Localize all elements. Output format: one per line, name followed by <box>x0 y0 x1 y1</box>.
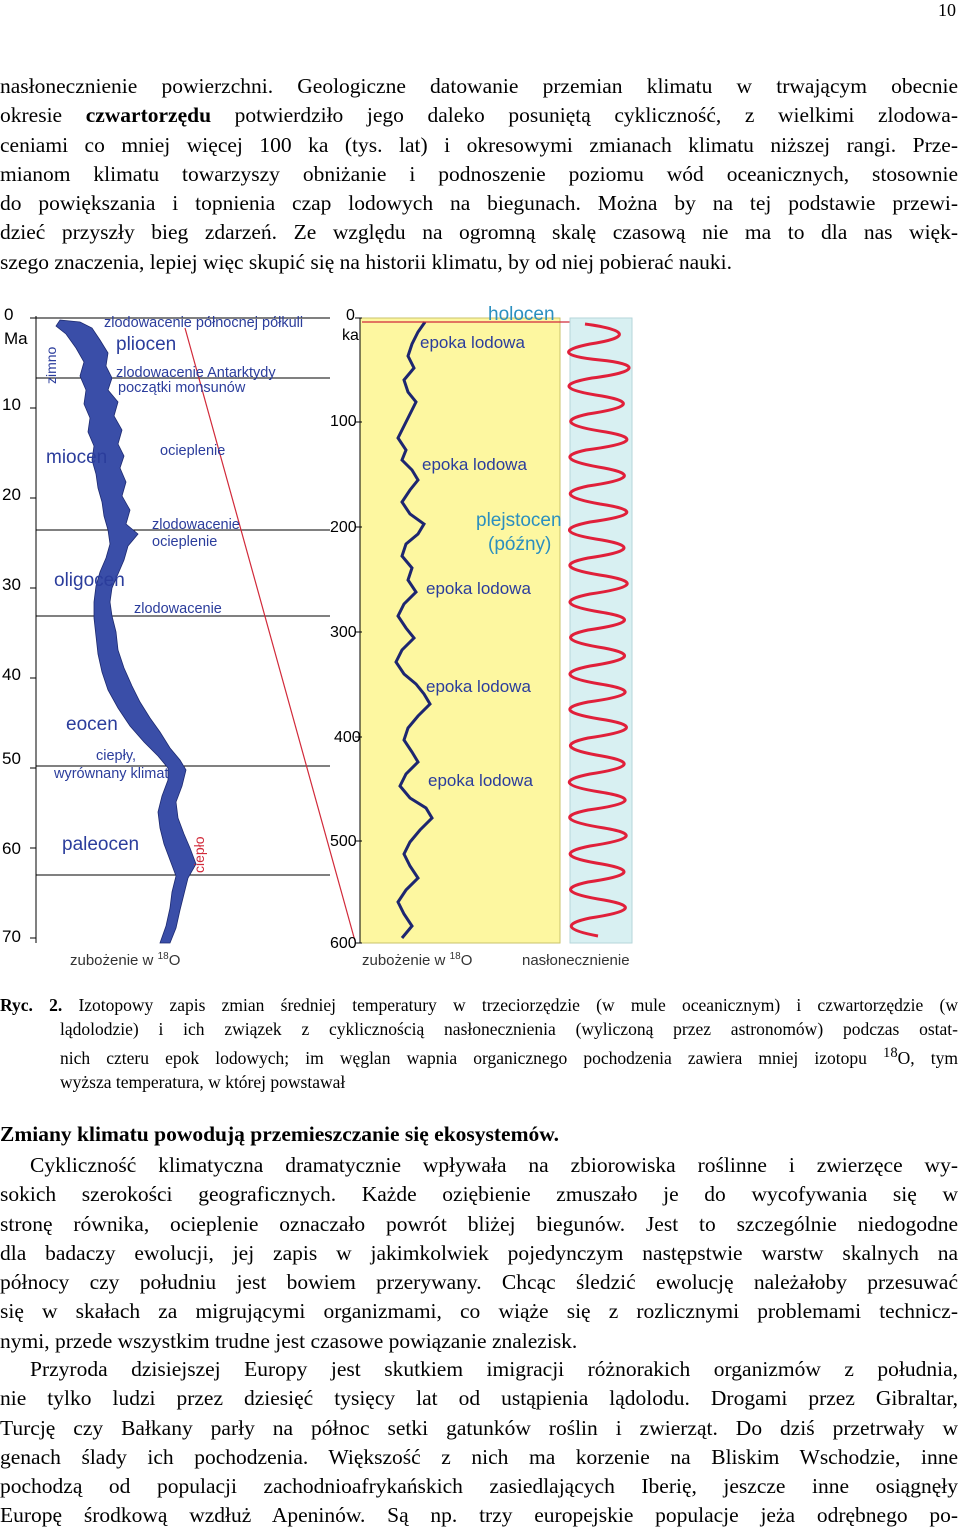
middle-xlabel: zubożenie w $^{18}$O <box>362 951 473 969</box>
ka-tick: 500 <box>330 833 357 850</box>
intro-line: dzieć przyszły bieg zdarzeń. Ze względu na ogromną skalę czasową nie ma to dla nas więk- <box>0 220 958 245</box>
paragraph-line: północy czy południu jest bowiem przerywany. Chcąc śledzić ewolucję należałoby przesuwać <box>0 1270 958 1295</box>
period-label: epoka lodowa <box>426 677 531 696</box>
ma-tick: 60 <box>2 839 21 858</box>
paragraph-line: stronę równika, ocieplenie oznaczało powrót bliżej biegunów. Jest to szczególnie niedogodne <box>0 1211 958 1236</box>
paragraph-3 <box>0 1355 958 1531</box>
intro-line: mianom klimatu towarzyszy obniżanie i podnoszenie poziomu wód oceanicznych, stosownie <box>0 161 958 186</box>
paragraph-line: pochodzą od populacji zachodnioafrykańskich zasiedlających Iberię, jeszcze inne osiągnęły <box>0 1474 958 1499</box>
bold-term: czwartorzędu <box>85 103 212 128</box>
ka-unit: ka <box>342 327 359 344</box>
warm-axis-note: ciepło <box>191 836 207 873</box>
caption-line: Ryc. 2. Izotopowy zapis zmian średniej temperatury w trzeciorzędzie (w mule oceanicznym) i czwartorzędzie (w <box>0 995 958 1015</box>
epoch-label: oligocen <box>54 570 125 591</box>
event-label: ocieplenie <box>160 443 226 459</box>
epoch-label: miocen <box>46 447 108 468</box>
epoch-label: paleocen <box>62 834 140 855</box>
intro-line: szego znaczenia, lepiej więc skupić się na historii klimatu, by od niej pobierać nauki. <box>0 249 732 274</box>
cold-axis-note: zimno <box>43 346 59 384</box>
climate-figure <box>0 298 960 978</box>
section-heading: Zmiany klimatu powodują przemieszczanie się ekosystemów. <box>0 1122 559 1146</box>
right-xlabel: nasłonecznienie <box>522 952 630 969</box>
paragraph-line: Cykliczność klimatyczna dramatycznie wpływała na zbiorowiska roślinne i zwierzęce wy- <box>30 1153 958 1177</box>
event-label: wyrównany klimat <box>54 766 169 782</box>
ma-tick: 50 <box>2 749 21 768</box>
ma-tick: 10 <box>2 395 21 414</box>
ma-unit: Ma <box>4 329 28 348</box>
ka-tick: 600 <box>330 935 357 952</box>
ka-tick: 0 <box>346 307 355 324</box>
page-number: 10 <box>938 0 956 20</box>
intro-line: ceniami co mniej więcej 100 ka (tys. lat) i okresowymi zmianach klimatu niższej rangi. Prze- <box>0 132 958 157</box>
ka-tick: 100 <box>330 413 357 430</box>
paragraph-line: genach ślady ich pochodzenia. Większość z nich ma korzenie na Bliskim Wschodzie, inne <box>0 1444 958 1469</box>
paragraph-line: nie tylko ludzi przez dziesięć tysięcy lat od ustąpienia lądolodu. Drogami przez Gibraltar, <box>0 1386 958 1411</box>
caption-label: Ryc. 2. <box>0 995 63 1015</box>
ma-tick: 40 <box>2 665 21 684</box>
isotope-superscript: 18 <box>883 1045 898 1061</box>
ma-tick: 20 <box>2 485 21 504</box>
event-label: ocieplenie <box>152 534 218 550</box>
paragraph-line: dla badaczy ewolucji, jej zapis w jakimkolwiek pojedynczym następstwie warstw skalnych na <box>0 1240 958 1265</box>
epoch-label: eocen <box>66 714 118 735</box>
period-label: plejstocen <box>476 510 562 531</box>
event-label: zlodowacenie <box>134 601 222 617</box>
paragraph-line: się w skałach za migrującymi organizmami, co wiąże się z rozlicznymi problemami technicz- <box>0 1299 958 1324</box>
intro-line: okresie czwartorzędu potwierdziło jego daleko posuniętą cykliczność, z wielkimi zlodowa- <box>0 103 958 128</box>
caption-line: lądolodzie) i ich związek z cyklicznością nasłonecznienia (wyliczoną przez astronomów) podczas ostat- <box>60 1019 958 1039</box>
pleistocene-background <box>360 318 560 943</box>
paragraph-line: Turcję czy Bałkany parły na północ setki gatunków roślin i zwierząt. Do dziś przetrwały w <box>0 1415 958 1440</box>
ma-tick: 30 <box>2 575 21 594</box>
ka-tick: 400 <box>334 729 361 746</box>
event-label: zlodowacenie <box>152 517 240 533</box>
paragraph-line: nymi, przede wszystkim trudne jest czasowe powiązanie znalezisk. <box>0 1328 578 1353</box>
paragraph-line: sokich szerokości geograficznych. Każde oziębienie zmuszało je do wycofywania się w <box>0 1182 958 1207</box>
period-label: epoka lodowa <box>422 455 527 474</box>
event-label: zlodowacenie Antarktydy <box>116 365 276 381</box>
period-label: holocen <box>488 304 555 325</box>
paragraph-line: Przyroda dzisiejszej Europy jest skutkiem imigracji różnorakich organizmów z południa, <box>30 1357 958 1381</box>
event-label: ciepły, <box>96 748 137 764</box>
epoch-label: pliocen <box>116 334 177 355</box>
intro-line: nasłonecznienie powierzchni. Geologiczne datowanie przemian klimatu w trwającym obecnie <box>0 74 958 98</box>
caption-line: wyższa temperatura, w której powstawał <box>60 1071 346 1092</box>
insolation-panel <box>569 318 632 943</box>
event-label: zlodowacenie północnej półkuli <box>104 315 304 331</box>
figure-caption <box>0 993 958 1094</box>
intro-line: do powiększania i topnienia czap lodowych na biegunach. Można by na tej podstawie przewi- <box>0 191 958 216</box>
intro-paragraph <box>0 72 958 277</box>
ma-tick: 70 <box>2 927 21 946</box>
period-label: epoka lodowa <box>420 333 525 352</box>
caption-line: nich czteru epok lodowych; im węglan wapnia organicznego pochodzenia zawiera mniej izotopu $^{18}$O, tym <box>60 1045 958 1068</box>
period-label: (późny) <box>488 534 552 555</box>
ka-tick: 200 <box>330 519 357 536</box>
paragraph-line: Europę środkową wzdłuż Apeninów. Są np. trzy europejskie populacje jeża odrębnego po- <box>0 1503 958 1528</box>
paragraph-2 <box>0 1151 958 1356</box>
left-xlabel: zubożenie w $^{18}$O <box>70 951 181 969</box>
period-label: epoka lodowa <box>426 579 531 598</box>
ma-tick: 0 <box>4 305 14 324</box>
period-label: epoka lodowa <box>428 771 533 790</box>
event-label: początki monsunów <box>118 380 246 396</box>
ka-tick: 300 <box>330 624 357 641</box>
